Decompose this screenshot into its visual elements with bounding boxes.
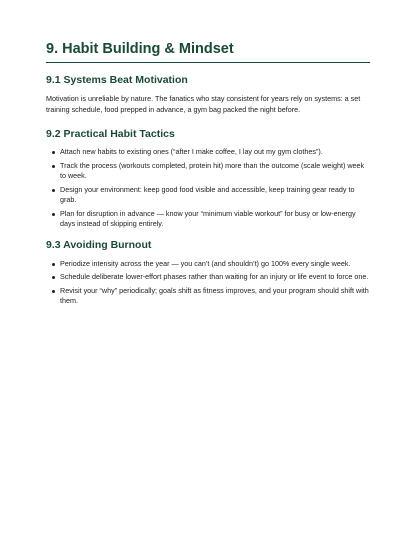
list-item <box>46 147 370 158</box>
list-item-text: Periodize intensity across the year — you can’t (and shouldn’t) go 100% every single week. <box>60 258 351 268</box>
habit-tactics-list <box>46 147 370 230</box>
bullet-icon <box>52 263 55 266</box>
bullet-icon <box>52 189 55 192</box>
section-title-systems: 9.1 Systems Beat Motivation <box>46 74 188 86</box>
list-item-text: Plan for disruption in advance — know your “minimum viable workout” for busy or low-energy days instead of skipping entirely. <box>60 208 356 228</box>
list-item-text: Attach new habits to existing ones (“after I make coffee, I lay out my gym clothes”). <box>60 147 323 156</box>
section-title-avoiding-burnout: 9.3 Avoiding Burnout <box>46 238 152 251</box>
list-item-text: Revisit your “why” periodically; goals shift as fitness improves, and your program should shift with them. <box>60 285 369 305</box>
avoiding-burnout-list <box>46 259 370 307</box>
list-item <box>46 286 370 307</box>
bullet-icon <box>52 165 55 168</box>
list-item-text: Track the process (workouts completed, protein hit) more than the outcome (scale weight) week to week. <box>60 160 365 180</box>
list-item <box>46 272 370 283</box>
section-title-habit-tactics: 9.2 Practical Habit Tactics <box>46 128 175 140</box>
list-item-text: Design your environment: keep good food visible and accessible, keep training gear ready to grab. <box>60 184 355 204</box>
list-item <box>46 209 370 230</box>
chapter-title: 9. Habit Building & Mindset <box>46 40 370 63</box>
list-item <box>46 185 370 206</box>
list-item <box>46 161 370 182</box>
section-paragraph-systems: Motivation is unreliable by nature. The fanatics who stay consistent for years rely on systems: a set training schedule, food prepped in advance, a gym bag packed the night before. <box>46 94 361 114</box>
document-page <box>46 40 370 310</box>
bullet-icon <box>52 290 55 293</box>
list-item <box>46 259 370 270</box>
bullet-icon <box>52 276 55 279</box>
bullet-icon <box>52 213 55 216</box>
list-item-text: Schedule deliberate lower-effort phases rather than waiting for an injury or life event to force one. <box>60 272 369 281</box>
bullet-icon <box>52 151 55 154</box>
